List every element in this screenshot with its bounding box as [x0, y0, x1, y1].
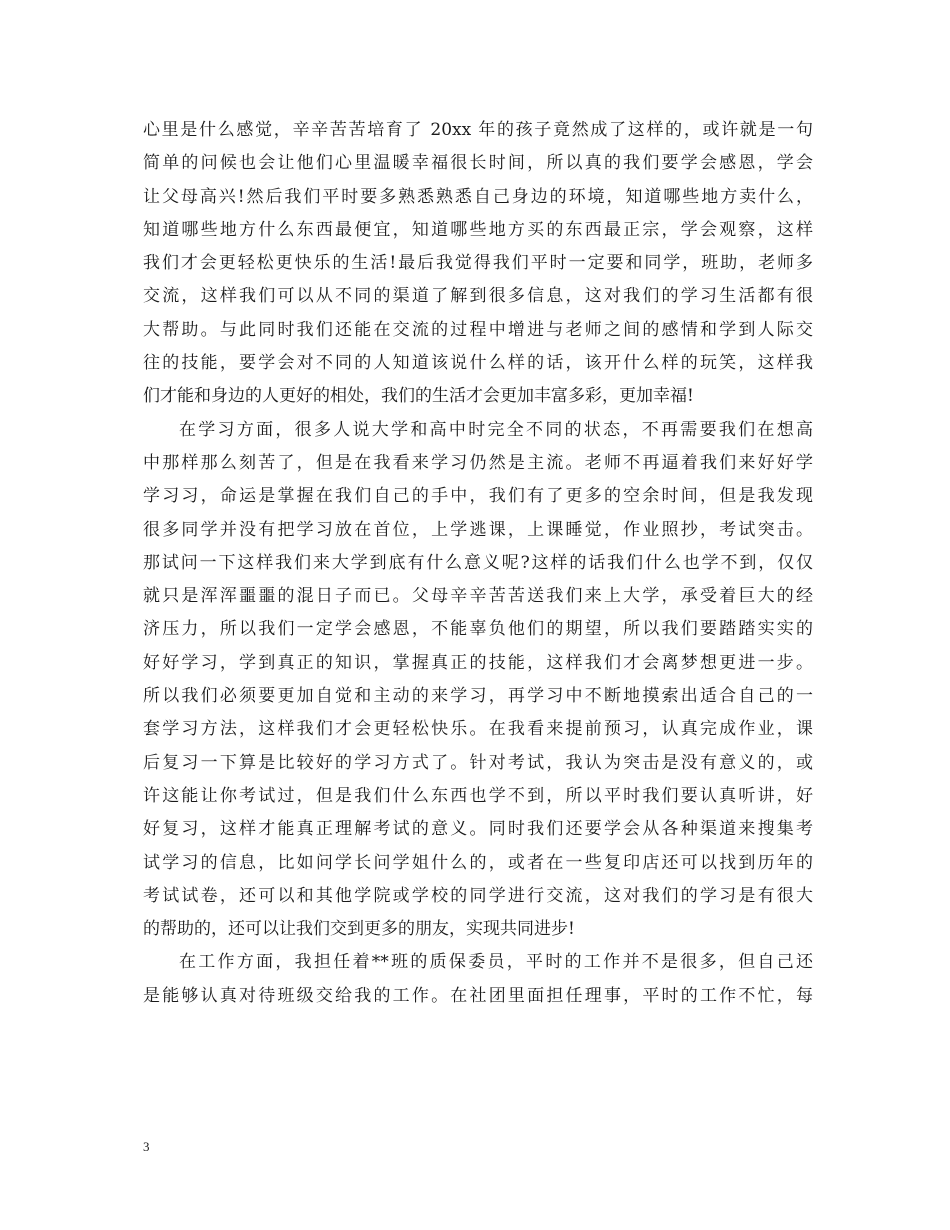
document-body — [143, 114, 813, 1013]
text-line: 知道哪些地方什么东西最便宜，知道哪些地方买的东西最正宗，学会观察，这样 — [143, 219, 813, 240]
paragraph — [143, 946, 813, 1013]
text-line: 好复习，这样才能真正理解考试的意义。同时我们还要学会从各种渠道来搜集考 — [143, 819, 813, 840]
text-line: 很多同学并没有把学习放在首位，上学逃课，上课睡觉，作业照抄，考试突击。 — [143, 519, 813, 540]
text-line: 是能够认真对待班级交给我的工作。在社团里面担任理事，平时的工作不忙，每 — [143, 985, 813, 1006]
text-line: 在学习方面，很多人说大学和高中时完全不同的状态，不再需要我们在想高 — [179, 419, 813, 440]
text-line: 在工作方面，我担任着**班的质保委员，平时的工作并不是很多，但自己还 — [179, 952, 813, 973]
text-line: 后复习一下算是比较好的学习方式了。针对考试，我认为突击是没有意义的，或 — [143, 752, 813, 773]
text-line: 考试试卷，还可以和其他学院或学校的同学进行交流，这对我们的学习是有很大 — [143, 885, 813, 906]
text-line: 大帮助。与此同时我们还能在交流的过程中增进与老师之间的感情和学到人际交 — [143, 319, 813, 340]
text-line: 套学习方法，这样我们才会更轻松快乐。在我看来提前预习，认真完成作业，课 — [143, 719, 813, 740]
text-line: 就只是浑浑噩噩的混日子而已。父母辛辛苦苦送我们来上大学，承受着巨大的经 — [143, 586, 813, 607]
text-line: 试学习的信息，比如问学长问学姐什么的，或者在一些复印店还可以找到历年的 — [143, 852, 813, 873]
text-line: 中那样那么刻苦了，但是在我看来学习仍然是主流。老师不再逼着我们来好好学 — [143, 452, 813, 473]
text-line: 学习习，命运是掌握在我们自己的手中，我们有了更多的空余时间，但是我发现 — [143, 486, 813, 507]
text-line: 我们才会更轻松更快乐的生活!最后我觉得我们平时一定要和同学，班助，老师多 — [143, 253, 813, 274]
text-line: 许这能让你考试过，但是我们什么东西也学不到，所以平时我们要认真听讲，好 — [143, 785, 813, 806]
text-line: 往的技能，要学会对不同的人知道该说什么样的话，该开什么样的玩笑，这样我 — [143, 353, 813, 374]
text-line: 那试问一下这样我们来大学到底有什么意义呢?这样的话我们什么也学不到，仅仅 — [143, 552, 813, 573]
text-line: 交流，这样我们可以从不同的渠道了解到很多信息，这对我们的学习生活都有很 — [143, 286, 813, 307]
text-line: 让父母高兴!然后我们平时要多熟悉熟悉自己身边的环境，知道哪些地方卖什么， — [143, 186, 813, 207]
paragraph — [143, 414, 813, 947]
text-line: 好好学习，学到真正的知识，掌握真正的技能，这样我们才会离梦想更进一步。 — [143, 652, 813, 673]
text-line: 所以我们必须要更加自觉和主动的来学习，再学习中不断地摸索出适合自己的一 — [143, 686, 813, 707]
page-number: 3 — [143, 1139, 150, 1154]
text-line: 们才能和身边的人更好的相处，我们的生活才会更加丰富多彩，更加幸福! — [143, 386, 694, 407]
text-line: 简单的问候也会让他们心里温暖幸福很长时间，所以真的我们要学会感恩，学会 — [143, 153, 813, 174]
text-line: 心里是什么感觉，辛辛苦苦培育了 20xx 年的孩子竟然成了这样的，或许就是一句 — [143, 120, 813, 140]
paragraph — [143, 114, 813, 414]
text-line: 的帮助的，还可以让我们交到更多的朋友，实现共同进步! — [143, 919, 575, 940]
text-line: 济压力，所以我们一定学会感恩，不能辜负他们的期望，所以我们要踏踏实实的 — [143, 619, 813, 640]
